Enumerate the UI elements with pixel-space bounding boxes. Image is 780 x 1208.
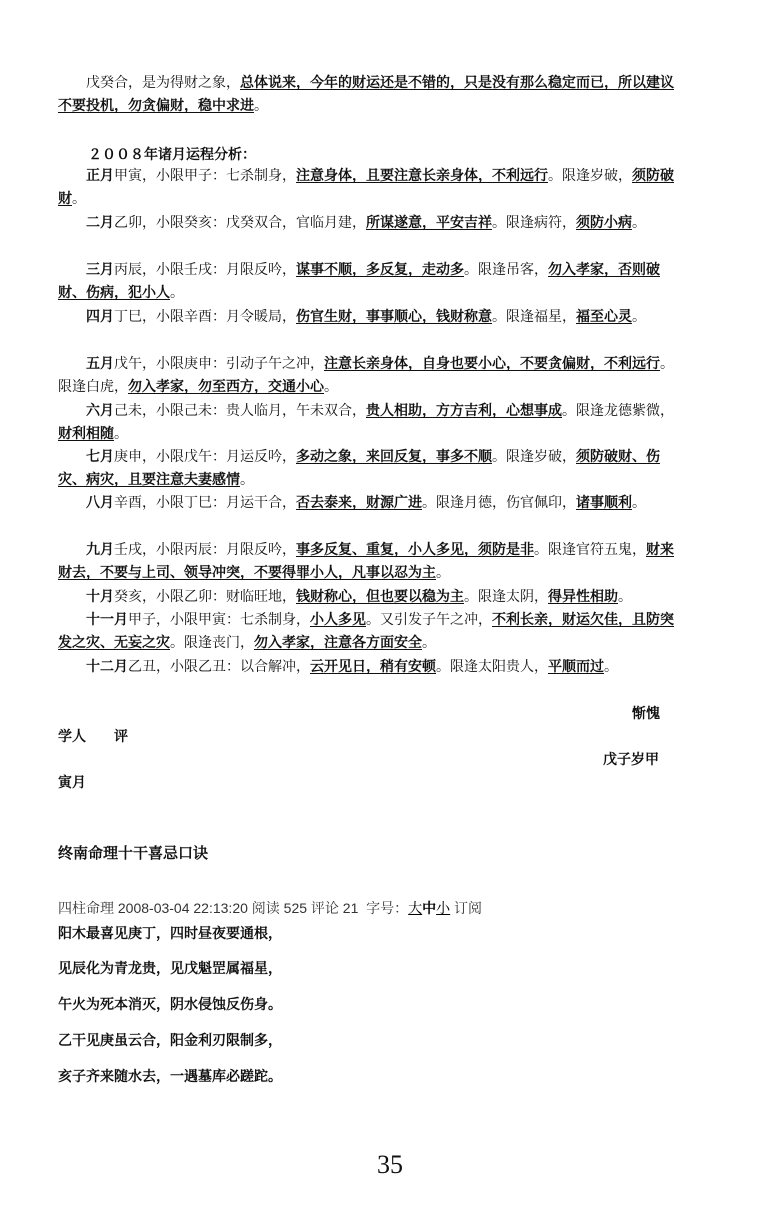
month-entry-1: 正月甲寅，小限甲子：七杀制身，注意身体，且要注意长亲身体，不利远行。限逢岁破，须防破财。 [58, 168, 674, 207]
signature-line-2: 学人 评 [58, 729, 128, 745]
verse-line-2: 见辰化为青龙贵，见戊魁罡属福星， [58, 961, 282, 977]
page-number: 35 [377, 1150, 403, 1179]
font-size-medium-link[interactable]: 中 [422, 900, 437, 916]
month-entry-9: 九月壬戌，小限丙辰：月限反吟，事多反复、重复，小人多见，须防是非。限逢官符五鬼，财来财去，不要与上司、领导冲突，不要得罪小人，凡事以忍为主。 [58, 542, 674, 581]
intro-emphasis: 总体说来，今年的财运还是不错的，只是没有那么稳定而已，所以建议不要投机，勿贪偏财，稳中求进 [58, 75, 674, 114]
font-size-large-link[interactable]: 大 [408, 900, 423, 916]
article-meta-text: 四柱命理 2008-03-04 22:13:20 阅读 525 评论 21 字号： [58, 900, 409, 916]
signature-line-3: 戊子岁甲 [603, 752, 659, 768]
article-title: 终南命理十干喜忌口诀 [58, 844, 209, 862]
month-entry-2: 二月乙卯，小限癸亥：戊癸双合，官临月建，所谋遂意，平安吉祥。限逢病符，须防小病。 [86, 215, 646, 231]
month-entry-12: 十二月乙丑，小限乙丑：以合解冲，云开见日，稍有安顿。限逢太阳贵人，平顺而过。 [86, 659, 618, 675]
month-entry-8: 八月辛酉，小限丁巳：月运干合，否去泰来，财源广进。限逢月德，伤官佩印，诸事顺利。 [86, 495, 646, 511]
section-title: ２００８年诸月运程分析： [88, 147, 256, 163]
month-entry-11: 十一月甲子，小限甲寅：七杀制身，小人多见。又引发子午之冲，不利长亲，财运欠佳，且防突发之灾、无妄之灾。限逢丧门，勿入孝家，注意各方面安全。 [58, 612, 674, 651]
signature-line-1: 惭愧 [632, 706, 660, 722]
verse-line-5: 亥子齐来随水去，一遇墓库必蹉跎。 [58, 1069, 282, 1085]
intro-text: 戊癸合，是为得财之象， [86, 75, 240, 91]
subscribe-link[interactable]: 订阅 [450, 900, 483, 916]
month-entry-7: 七月庚申，小限戊午：月运反吟，多动之象，来回反复，事多不顺。限逢岁破，须防破财、伤灾、病灾，且要注意夫妻感情。 [58, 449, 660, 488]
verse-line-3: 午火为死本消灭，阴水侵蚀反伤身。 [58, 997, 282, 1013]
font-size-small-link[interactable]: 小 [436, 900, 451, 916]
signature-line-4: 寅月 [58, 775, 86, 791]
article-meta [58, 898, 482, 918]
month-entry-6: 六月己未，小限己未：贵人临月，午未双合，贵人相助，方方吉利，心想事成。限逢龙德紫微，财利相随。 [58, 403, 674, 442]
verse-line-4: 乙干见庚虽云合，阳金利刃限制多， [58, 1033, 282, 1049]
month-entry-5: 五月戊午，小限庚申：引动子午之冲，注意长亲身体，自身也要小心，不要贪偏财，不利远行。限逢白虎，勿入孝家，勿至西方，交通小心。 [58, 356, 674, 395]
month-entry-10: 十月癸亥，小限乙卯：财临旺地，钱财称心，但也要以稳为主。限逢太阴，得异性相助。 [86, 589, 632, 605]
month-entry-4: 四月丁巳，小限辛酉：月令暖局，伤官生财，事事顺心，钱财称意。限逢福星，福至心灵。 [86, 309, 646, 325]
month-entry-3: 三月丙辰，小限壬戌：月限反吟，谋事不顺，多反复，走动多。限逢吊客，勿入孝家，否则破财、伤病，犯小人。 [58, 262, 660, 301]
intro-paragraph [58, 72, 680, 118]
intro-end: 。 [254, 98, 268, 114]
verse-line-1: 阳木最喜见庚丁，四时昼夜要通根， [58, 926, 282, 942]
